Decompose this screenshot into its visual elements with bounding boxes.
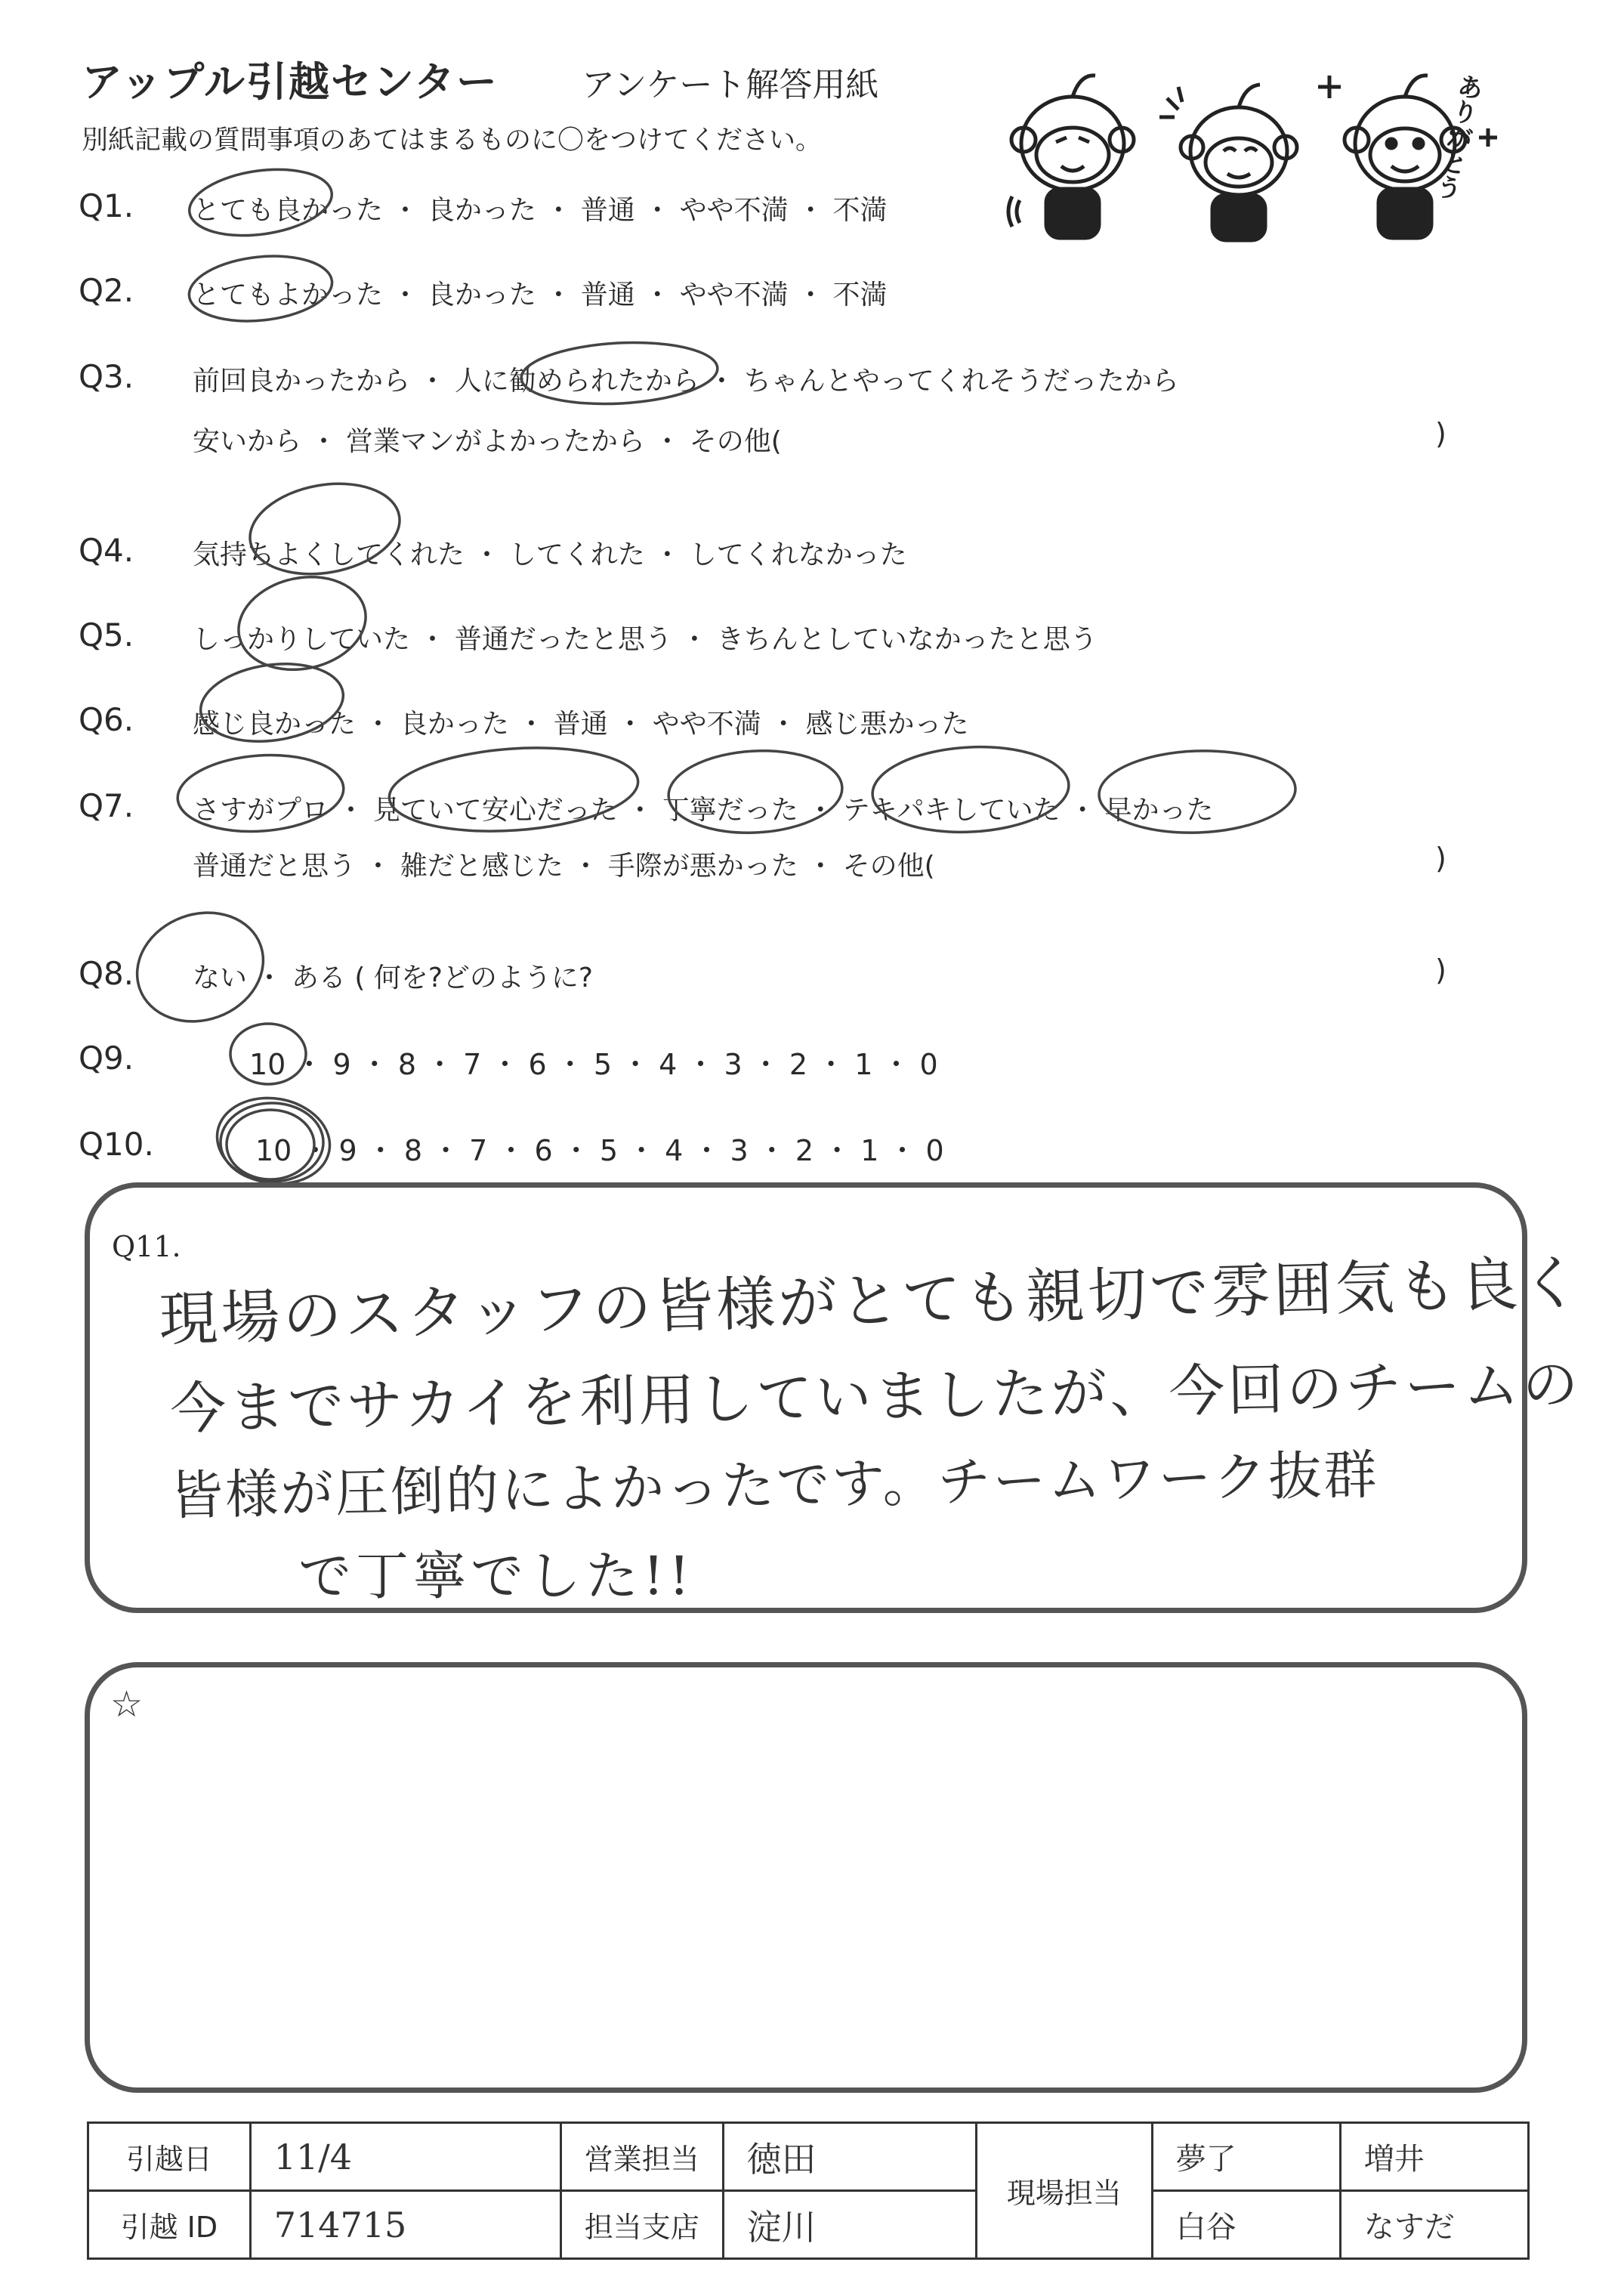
company-title: アップル引越センター bbox=[82, 58, 499, 106]
q2-circle bbox=[186, 249, 335, 327]
q7-circle-3 bbox=[666, 746, 844, 837]
move-id-value: 714715 bbox=[250, 2191, 560, 2259]
move-date-value: 11/4 bbox=[250, 2123, 560, 2191]
arigatou-text: ありがとう bbox=[1429, 70, 1486, 203]
move-id-label: 引越 ID bbox=[88, 2191, 251, 2259]
move-date-label: 引越日 bbox=[88, 2123, 251, 2191]
q8-circle bbox=[122, 895, 279, 1039]
q11-comment-line1: 現場のスタッフの皆様がとても親切で雰囲気も良く bbox=[158, 1249, 1585, 1355]
q7-circle-2 bbox=[387, 740, 641, 839]
field-staff-label: 現場担当 bbox=[977, 2123, 1153, 2259]
branch-label: 担当支店 bbox=[561, 2191, 723, 2259]
q2-label: Q2. bbox=[79, 272, 134, 309]
q6-options: 感じ良かった ・ 良かった ・ 普通 ・ やや不満 ・ 感じ悪かった bbox=[193, 709, 969, 740]
q3-label: Q3. bbox=[79, 358, 134, 395]
q3-options-line1: 前回良かったから ・ 人に勧められたから ・ ちゃんとやってくれそうだったから bbox=[193, 366, 1179, 397]
field-staff-1: 夢了 bbox=[1152, 2123, 1340, 2191]
q10-scale: 10 ・ 9 ・ 8 ・ 7 ・ 6 ・ 5 ・ 4 ・ 3 ・ 2 ・ 1 ・ 0 bbox=[255, 1134, 944, 1167]
q8-options: ない ・ ある ( 何を?どのように? bbox=[193, 963, 594, 994]
q2-options: とてもよかった ・ 良かった ・ 普通 ・ やや不満 ・ 不満 bbox=[193, 280, 888, 311]
q5-options: しっかりしていた ・ 普通だったと思う ・ きちんとしていなかったと思う bbox=[193, 624, 1098, 655]
q7-label: Q7. bbox=[79, 787, 134, 824]
q7-options-line2: 普通だと思う ・ 雑だと感じた ・ 手際が悪かった ・ その他( bbox=[193, 851, 935, 882]
q7-paren-close: ) bbox=[1435, 842, 1446, 875]
instruction-text: 別紙記載の質問事項のあてはまるものに〇をつけてください。 bbox=[82, 125, 823, 156]
q9-scale: 10 ・ 9 ・ 8 ・ 7 ・ 6 ・ 5 ・ 4 ・ 3 ・ 2 ・ 1 ・ 0 bbox=[249, 1048, 938, 1081]
q9-label: Q9. bbox=[79, 1040, 134, 1077]
q3-options-line2: 安いから ・ 営業マンがよかったから ・ その他( bbox=[193, 426, 782, 457]
branch-value: 淀川 bbox=[723, 2191, 977, 2259]
notes-box bbox=[85, 1662, 1527, 2093]
q7-options-line1: さすがプロ ・ 見ていて安心だった ・ 丁寧だった ・ テキパキしていた ・ 早かった bbox=[193, 795, 1214, 826]
q1-options: とても良かった ・ 良かった ・ 普通 ・ やや不満 ・ 不満 bbox=[193, 195, 888, 226]
q11-comment-line3: 皆様が圧倒的によかったです。チームワーク抜群 bbox=[169, 1444, 1380, 1527]
field-staff-2: 増井 bbox=[1340, 2123, 1528, 2191]
q3-circle bbox=[520, 338, 719, 408]
q11-comment-line2: 今までサカイを利用していましたが、今回のチームの bbox=[169, 1352, 1582, 1442]
q11-label: Q11. bbox=[112, 1230, 181, 1263]
q6-label: Q6. bbox=[79, 701, 134, 738]
move-info-table bbox=[87, 2121, 1530, 2260]
q9-circle bbox=[230, 1024, 306, 1084]
q7-circle-1 bbox=[175, 749, 346, 836]
q4-options: 気持ちよくしてくれた ・ してくれた ・ してくれなかった bbox=[193, 539, 907, 570]
q4-circle bbox=[242, 473, 406, 586]
form-subtitle: アンケート解答用紙 bbox=[582, 66, 879, 104]
q8-paren-close: ) bbox=[1435, 953, 1446, 987]
field-staff-3: 白谷 bbox=[1152, 2191, 1340, 2259]
sales-label: 営業担当 bbox=[561, 2123, 723, 2191]
q11-comment-line4: で丁寧でした!! bbox=[298, 1545, 695, 1607]
q5-label: Q5. bbox=[79, 617, 134, 654]
q8-label: Q8. bbox=[79, 955, 134, 992]
q7-circle-5 bbox=[1098, 747, 1297, 836]
sales-value: 徳田 bbox=[723, 2123, 977, 2191]
q10-label: Q10. bbox=[79, 1126, 154, 1163]
q4-label: Q4. bbox=[79, 532, 134, 569]
star-icon: ☆ bbox=[110, 1683, 144, 1726]
q1-circle bbox=[185, 161, 336, 244]
field-staff-4: なすだ bbox=[1340, 2191, 1528, 2259]
q6-circle bbox=[196, 655, 348, 749]
q3-paren-close: ) bbox=[1435, 417, 1446, 450]
q7-circle-4 bbox=[870, 742, 1071, 836]
q1-label: Q1. bbox=[79, 187, 134, 224]
